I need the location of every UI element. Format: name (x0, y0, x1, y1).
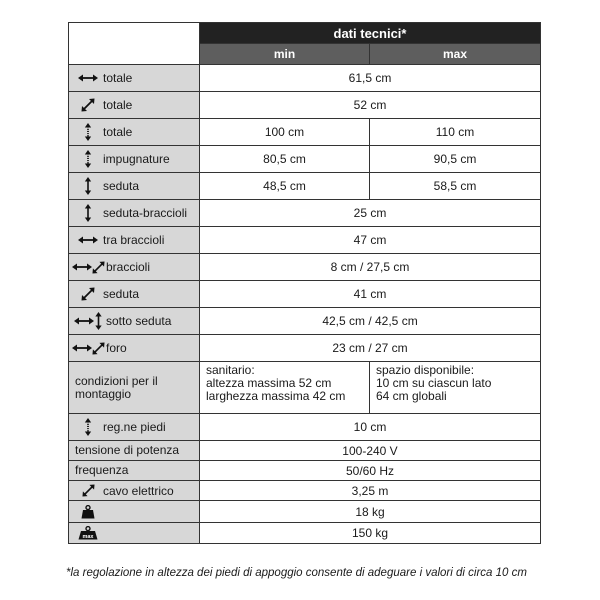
header-title: dati tecnici* (200, 23, 541, 44)
row-label-text: seduta (103, 287, 140, 301)
max-load-icon (73, 526, 103, 540)
weight-icon (73, 505, 103, 519)
row-min (200, 362, 370, 414)
header-blank-cell (69, 23, 200, 65)
row-value: 47 cm (200, 227, 541, 254)
row-label (69, 146, 200, 173)
row-label-text: condizioni per il montaggio (75, 373, 158, 401)
spec-row (69, 308, 541, 335)
row-min-line: altezza massima 52 cm (206, 376, 332, 390)
horizontal-arrow-icon (73, 73, 103, 83)
spec-row (69, 200, 541, 227)
row-label (69, 65, 200, 92)
spec-row (69, 281, 541, 308)
row-value: 18 kg (200, 501, 541, 523)
row-label-text: seduta-braccioli (103, 206, 188, 220)
row-value: 42,5 cm / 42,5 cm (200, 308, 541, 335)
row-label-text: totale (103, 71, 133, 85)
header-max: max (370, 44, 541, 65)
row-label-text: sotto seduta (106, 314, 172, 328)
diagonal-arrow-icon (73, 287, 103, 301)
horizontal-diagonal-arrow-icon (70, 342, 106, 355)
row-label (69, 335, 200, 362)
spec-row (69, 119, 541, 146)
row-value: 25 cm (200, 200, 541, 227)
max-load-icon-text: max (82, 534, 94, 540)
spec-row (69, 92, 541, 119)
row-min: 48,5 cm (200, 173, 370, 200)
row-value: 10 cm (200, 414, 541, 441)
row-label (69, 200, 200, 227)
row-value: 100-240 V (200, 441, 541, 461)
row-label (69, 92, 200, 119)
row-value: 41 cm (200, 281, 541, 308)
horizontal-arrow-icon (73, 235, 103, 245)
vertical-arrow-icon (73, 204, 103, 222)
row-label (69, 119, 200, 146)
row-label-text: totale (103, 98, 133, 112)
dashed-vertical-arrow-icon (73, 150, 103, 168)
spec-row (69, 501, 541, 523)
spec-row (69, 414, 541, 441)
row-min-line: sanitario: (206, 363, 255, 377)
row-value: 61,5 cm (200, 65, 541, 92)
row-label (69, 173, 200, 200)
spec-row (69, 461, 541, 481)
row-label-text: totale (103, 125, 133, 139)
header-row (69, 23, 541, 44)
dashed-vertical-arrow-icon (73, 123, 103, 141)
row-label (69, 523, 200, 544)
row-max-line: 64 cm globali (376, 389, 447, 403)
spec-row (69, 481, 541, 501)
row-label (69, 461, 200, 481)
spec-row (69, 441, 541, 461)
row-min-line: larghezza massima 42 cm (206, 389, 346, 403)
row-value: 52 cm (200, 92, 541, 119)
horizontal-vertical-arrow-icon (70, 312, 106, 330)
row-label-text: reg.ne piedi (103, 420, 166, 434)
spec-table (68, 22, 541, 544)
row-max: 110 cm (370, 119, 541, 146)
spec-row (69, 523, 541, 544)
row-label (69, 441, 200, 461)
row-value: 8 cm / 27,5 cm (200, 254, 541, 281)
row-max: 58,5 cm (370, 173, 541, 200)
spec-row (69, 254, 541, 281)
row-max (370, 362, 541, 414)
spec-row (69, 173, 541, 200)
row-label (69, 227, 200, 254)
row-label-text: frequenza (75, 463, 129, 477)
dashed-vertical-arrow-icon (73, 418, 103, 436)
row-max-line: spazio disponibile: (376, 363, 475, 377)
row-label-text: cavo elettrico (103, 483, 174, 498)
row-min: 100 cm (200, 119, 370, 146)
diagonal-arrow-icon (73, 98, 103, 112)
row-label (69, 308, 200, 335)
header-min: min (200, 44, 370, 65)
spec-row (69, 335, 541, 362)
spec-row (69, 362, 541, 414)
row-value: 23 cm / 27 cm (200, 335, 541, 362)
row-label (69, 281, 200, 308)
spec-row (69, 146, 541, 173)
row-max-line: 10 cm su ciascun lato (376, 376, 492, 390)
row-label-text: seduta (103, 179, 140, 193)
row-label (69, 501, 200, 523)
horizontal-diagonal-arrow-icon (70, 261, 106, 274)
row-label-text: tensione di potenza (75, 443, 180, 457)
row-label-text: braccioli (106, 260, 151, 274)
row-label-text: foro (106, 341, 127, 355)
row-label (69, 414, 200, 441)
row-value: 150 kg (200, 523, 541, 544)
row-value: 50/60 Hz (200, 461, 541, 481)
row-label-text: tra braccioli (103, 233, 165, 247)
row-min: 80,5 cm (200, 146, 370, 173)
footnote: *la regolazione in altezza dei piedi di appoggio consente di adeguare i valori di circa 10 cm (66, 567, 527, 579)
row-label (69, 254, 200, 281)
row-value: 3,25 m (200, 481, 541, 501)
spec-row (69, 227, 541, 254)
row-label (69, 362, 200, 414)
spec-row (69, 65, 541, 92)
row-label (69, 481, 200, 501)
diagonal-arrow-icon (73, 484, 103, 497)
row-label-text: impugnature (103, 152, 170, 166)
vertical-arrow-icon (73, 177, 103, 195)
row-max: 90,5 cm (370, 146, 541, 173)
